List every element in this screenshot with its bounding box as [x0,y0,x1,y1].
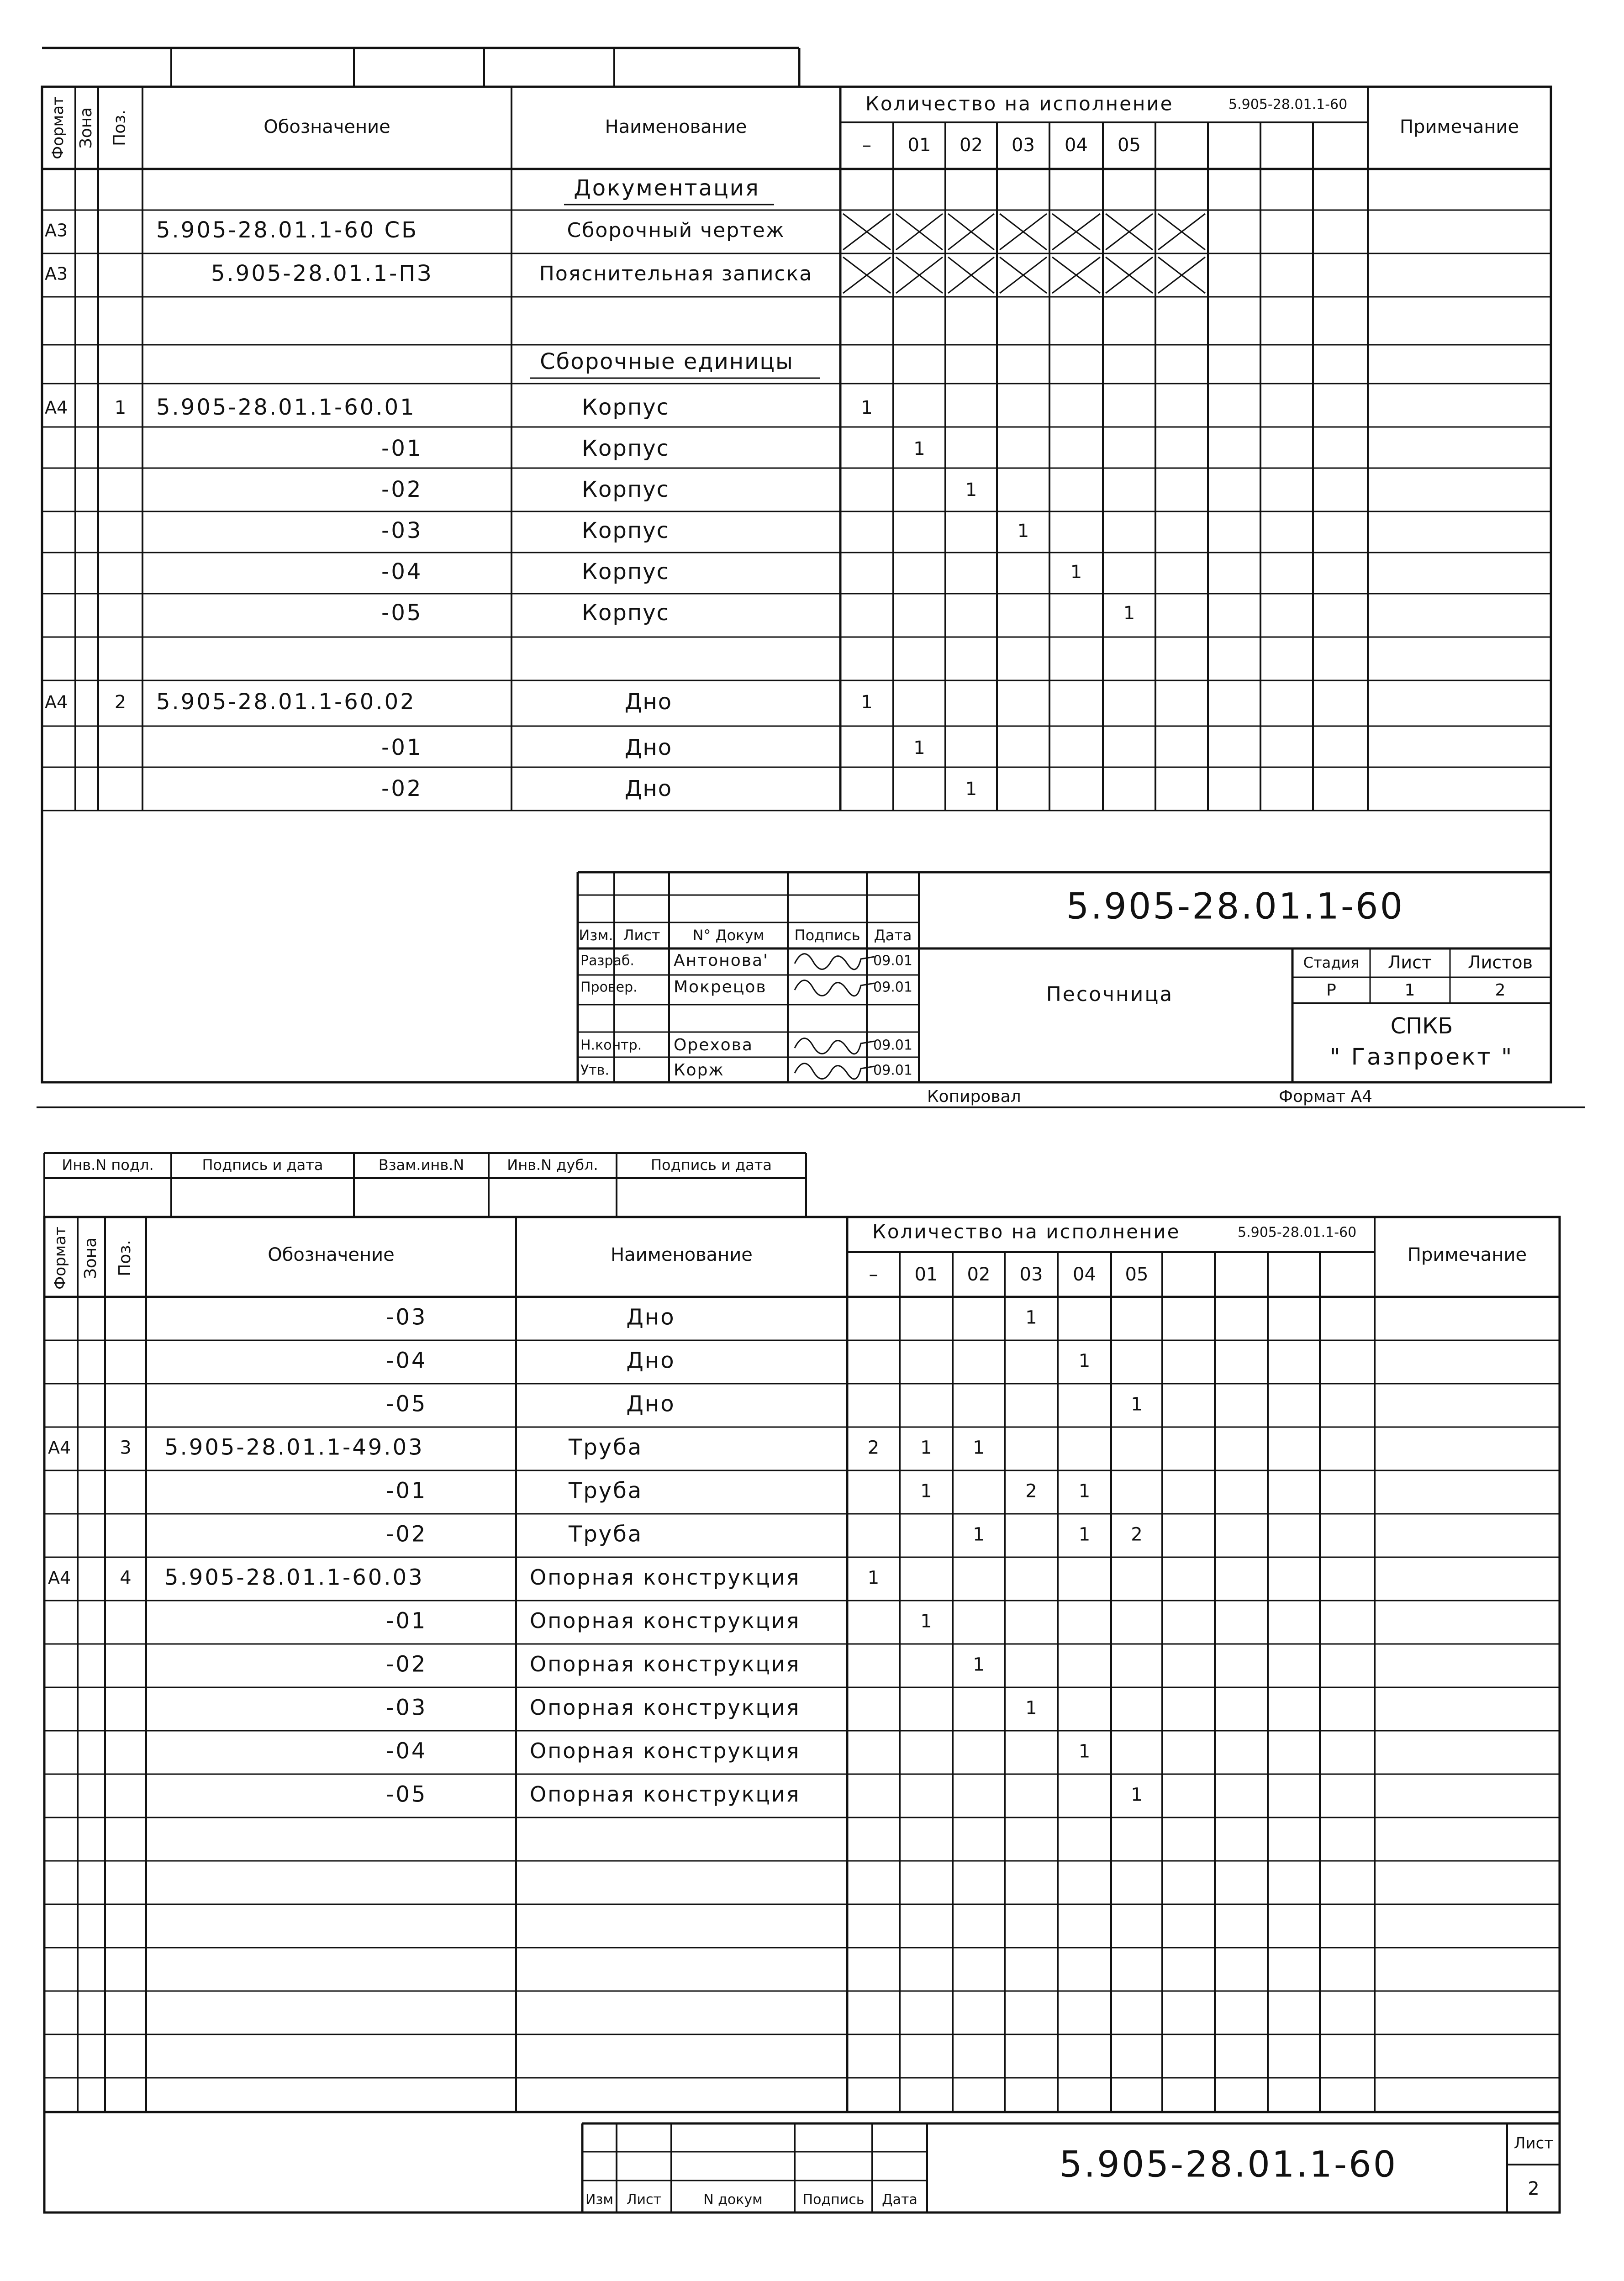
col-pos-header: Поз. [116,1240,134,1276]
qty-cell: 1 [920,1611,932,1632]
col-pos-header: Поз. [110,110,129,146]
qty-cell: 1 [1017,521,1029,542]
row-format: А3 [45,220,68,241]
col-qty-header: Количество на исполнение [872,1220,1181,1243]
variant-header: – [869,1264,878,1285]
qty-cell: 1 [1078,1524,1091,1545]
row-name: Труба [569,1521,643,1547]
col-format-header: Формат [49,96,67,159]
stamp-header: Подпись и дата [202,1156,323,1174]
sign-date: 09.01 [873,1062,912,1079]
col-designation-header: Обозначение [264,116,390,137]
qty-cell: 1 [1025,1697,1037,1719]
org-name: СПКБ [1390,1013,1453,1039]
stamp-header: Инв.N дубл. [507,1156,598,1174]
row-name: Дно [626,1348,675,1374]
qty-cell: 1 [920,1437,932,1459]
row-position: 4 [120,1567,132,1589]
row-designation: -05 [386,1391,427,1417]
sheets-label: Листов [1468,952,1533,973]
col-format-header: Формат [51,1227,69,1290]
stage-value: Р [1326,981,1336,1000]
sign-date: 09.01 [873,979,912,996]
title-block-header: Дата [874,927,912,944]
row-name: Корпус [581,436,670,461]
row-format: А4 [48,1438,71,1458]
title-block-header: Изм. [579,927,613,944]
row-format: А3 [45,263,68,284]
qty-cell: 1 [861,692,873,713]
row-designation: -02 [381,776,423,801]
col-note-header: Примечание [1407,1244,1527,1265]
qty-cell: 2 [867,1437,880,1459]
variant-header: 04 [1065,135,1088,156]
col-zone-header: Зона [81,1237,100,1279]
row-designation: -04 [386,1738,427,1764]
qty-cell: 1 [973,1654,985,1675]
row-name: Опорная конструкция [530,1738,801,1763]
row-name: Дно [624,735,673,760]
title-block-header: Подпись [794,927,860,944]
row-name: Труба [569,1434,643,1460]
row-format: А4 [45,692,68,712]
stamp-header: Подпись и дата [650,1156,772,1174]
row-designation: 5.905-28.01.1-ПЗ [211,261,433,286]
row-designation: -02 [386,1651,427,1677]
qty-cell: 1 [973,1437,985,1459]
sheet-label: Лист [1513,2134,1554,2153]
variant-header: 05 [1118,135,1141,156]
qty-cell: 1 [1131,1784,1143,1806]
sign-date: 09.01 [873,953,912,969]
row-designation: -04 [381,559,423,585]
col-name-header: Наименование [611,1244,753,1265]
row-name: Сборочный чертеж [567,219,785,242]
sheet-label: Лист [1387,952,1432,973]
title-block-header: Лист [623,927,660,944]
row-position: 1 [114,397,127,418]
variant-header: 03 [1019,1264,1043,1285]
sign-date: 09.01 [873,1037,912,1054]
copied-label: Копировал [927,1087,1021,1106]
title-block-header: Лист [626,2191,662,2208]
row-designation: -02 [386,1521,427,1547]
signer-role: Провер. [580,979,638,996]
row-position: 2 [114,692,127,713]
signature-mark [795,1038,875,1054]
document-number: 5.905-28.01.1-60 [1059,2144,1398,2186]
row-designation: 5.905-28.01.1-49.03 [164,1434,424,1460]
signer-role: Н.контр. [580,1037,642,1054]
row-designation: 5.905-28.01.1-60.02 [156,689,416,715]
row-designation: -05 [386,1781,427,1807]
row-designation: -02 [381,477,423,502]
stage-label: Стадия [1303,954,1360,971]
title-block-header: N° Докум [692,927,765,944]
row-name: Корпус [581,600,670,626]
row-name: Пояснительная записка [539,262,813,285]
row-name: Дно [624,776,673,801]
row-designation: -01 [386,1608,427,1634]
row-name: Опорная конструкция [530,1652,801,1676]
row-name: Опорная конструкция [530,1608,801,1633]
variant-header: 03 [1012,135,1035,156]
qty-cell: 1 [1078,1480,1091,1502]
row-name: Корпус [581,518,670,543]
signer-name: Корж [674,1061,724,1080]
stamp-header: Инв.N подл. [62,1156,154,1174]
variant-header: 05 [1125,1264,1149,1285]
title-block-header: Подпись [802,2191,865,2208]
qty-cell: 1 [1123,603,1135,624]
qty-cell: 1 [965,779,977,800]
row-designation: 5.905-28.01.1-60.03 [164,1565,424,1591]
row-name: Дно [624,689,673,715]
sheet2-frame [44,1217,1560,2213]
qty-cell: 1 [861,397,873,418]
row-name: Опорная конструкция [530,1782,801,1807]
col-qty-header: Количество на исполнение [865,92,1174,115]
qty-cell: 1 [1131,1394,1143,1415]
row-designation: -03 [386,1695,427,1721]
col-qty-doc: 5.905-28.01.1-60 [1238,1224,1357,1241]
row-designation: -01 [381,436,423,461]
signer-name: Антонова' [674,951,769,970]
row-name: Дно [626,1391,675,1417]
format-label: Формат А4 [1279,1087,1373,1106]
qty-cell: 1 [973,1524,985,1545]
variant-header: 01 [914,1264,938,1285]
title-block-header: Изм [585,2191,614,2208]
org-name-2: " Газпроект " [1329,1043,1514,1070]
signer-role: Утв. [580,1062,609,1079]
qty-cell: 1 [913,738,925,759]
col-zone-header: Зона [77,107,95,149]
stamp-header: Взам.инв.N [378,1156,464,1174]
row-designation: -01 [381,735,423,760]
qty-cell: 1 [1078,1350,1091,1372]
qty-cell: 1 [1078,1741,1091,1762]
sheet-value: 2 [1528,2178,1540,2199]
row-name: Корпус [581,395,670,420]
row-position: 3 [120,1437,132,1459]
col-note-header: Примечание [1399,116,1519,137]
row-name: Дно [626,1304,675,1330]
qty-cell: 1 [1070,562,1082,583]
qty-cell: 1 [913,438,925,459]
row-name: Опорная конструкция [530,1565,801,1590]
section-assembly-units: Сборочные единицы [540,349,794,374]
signature-mark [795,1064,875,1079]
sheets-value: 2 [1495,981,1506,1000]
row-designation: -05 [381,600,423,626]
row-name: Опорная конструкция [530,1695,801,1720]
signature-mark [795,980,875,996]
drawing-title: Песочница [1046,983,1174,1006]
qty-cell: 2 [1131,1524,1143,1545]
row-format: А4 [45,397,68,418]
variant-header: 02 [967,1264,991,1285]
row-designation: -04 [386,1348,427,1374]
variant-header: 01 [907,135,931,156]
row-designation: 5.905-28.01.1-60.01 [156,395,416,420]
qty-cell: 1 [867,1567,880,1589]
qty-cell: 2 [1025,1480,1037,1502]
col-qty-doc: 5.905-28.01.1-60 [1229,96,1348,113]
row-designation: 5.905-28.01.1-60 СБ [156,217,419,243]
row-name: Труба [569,1478,643,1504]
sheet-value: 1 [1404,981,1415,1000]
row-designation: -03 [381,518,423,543]
row-name: Корпус [581,477,670,502]
row-designation: -03 [386,1304,427,1330]
col-designation-header: Обозначение [268,1244,395,1265]
col-name-header: Наименование [605,116,747,137]
signer-name: Орехова [674,1036,753,1054]
qty-cell: 1 [1025,1307,1037,1328]
variant-header: 02 [960,135,983,156]
signature-mark [795,954,875,969]
document-number: 5.905-28.01.1-60 [1066,886,1405,927]
title-block-header: Дата [882,2191,917,2208]
qty-cell: 1 [965,479,977,500]
variant-header: – [862,135,871,156]
row-format: А4 [48,1568,71,1588]
signer-role: Разраб. [580,953,634,969]
variant-header: 04 [1073,1264,1096,1285]
row-designation: -01 [386,1478,427,1504]
row-name: Корпус [581,559,670,585]
section-documentation: Документация [574,175,760,201]
title-block-header: N докум [703,2191,763,2208]
signer-name: Мокрецов [674,978,767,996]
qty-cell: 1 [920,1480,932,1502]
